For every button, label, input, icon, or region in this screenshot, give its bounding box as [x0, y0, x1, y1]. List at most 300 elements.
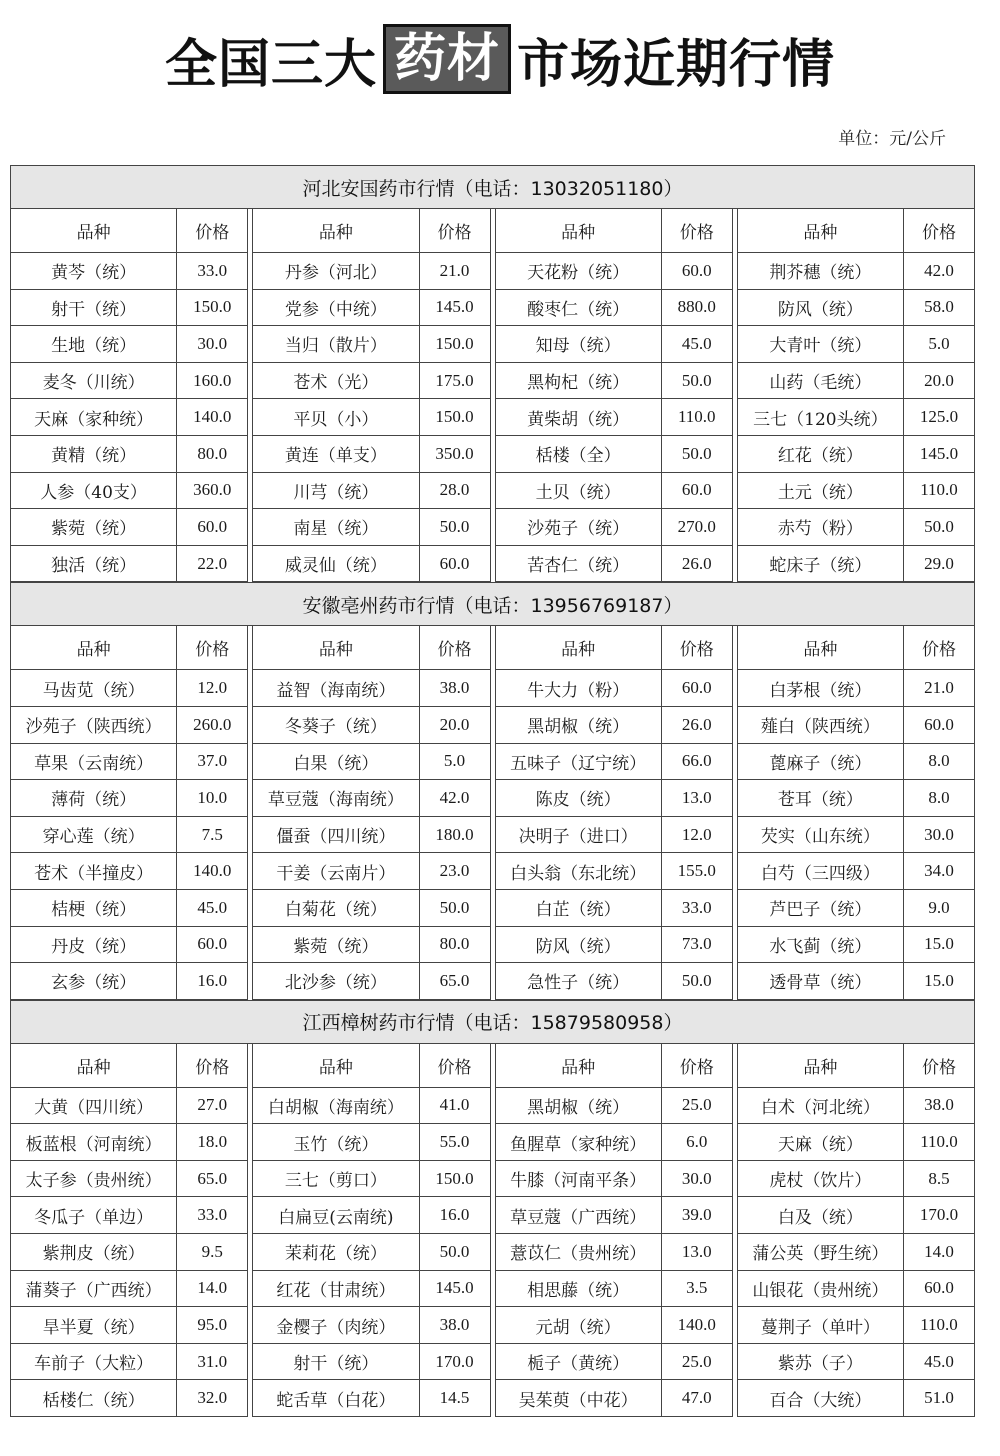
table-row	[738, 1088, 974, 1125]
sub-table	[10, 1044, 248, 1417]
table-row	[738, 817, 974, 854]
herb-name: 射干（统）	[253, 1344, 419, 1380]
herb-name: 黄精（统）	[11, 436, 177, 472]
table-row	[253, 817, 489, 854]
table-row	[11, 890, 247, 927]
herb-name: 蛇舌草（白花）	[253, 1380, 419, 1416]
herb-name: 太子参（贵州统）	[11, 1161, 177, 1197]
sub-table	[252, 209, 490, 582]
table-row	[496, 326, 732, 363]
herb-name: 北沙参（统）	[253, 963, 419, 999]
table-row	[496, 853, 732, 890]
herb-name: 白芷（统）	[496, 890, 662, 926]
table-row	[496, 670, 732, 707]
herb-name: 山药（毛统）	[738, 363, 904, 399]
herb-name: 黄芩（统）	[11, 253, 177, 289]
herb-price: 150.0	[193, 297, 232, 317]
market-section	[10, 1000, 975, 1417]
herb-price: 33.0	[681, 897, 712, 917]
sub-table	[737, 1044, 975, 1417]
table-row	[738, 670, 974, 707]
table-row	[496, 399, 732, 436]
table-row	[253, 890, 489, 927]
herb-price: 80.0	[197, 443, 228, 463]
table-row	[738, 744, 974, 781]
herb-name: 土贝（统）	[496, 473, 662, 509]
herb-name: 相思藤（统）	[496, 1271, 662, 1307]
herb-price: 14.5	[439, 1388, 470, 1408]
section-title: 河北安国药市行情（电话：13032051180）	[10, 165, 975, 209]
header-name: 品种	[253, 1044, 419, 1087]
table-row	[11, 963, 247, 1000]
herb-name: 川芎（统）	[253, 473, 419, 509]
table-row	[738, 436, 974, 473]
herb-name: 黄柴胡（统）	[496, 399, 662, 435]
table-row	[11, 670, 247, 707]
herb-name: 急性子（统）	[496, 963, 662, 999]
herb-price: 140.0	[193, 407, 232, 427]
herb-price: 37.0	[197, 751, 228, 771]
herb-price: 260.0	[193, 714, 232, 734]
herb-price: 38.0	[924, 1095, 954, 1115]
herb-price: 60.0	[681, 678, 712, 698]
herb-price: 60.0	[439, 553, 470, 573]
table-row	[738, 473, 974, 510]
herb-price: 33.0	[197, 1205, 228, 1225]
header-price: 价格	[195, 1057, 230, 1078]
sub-table	[10, 209, 248, 582]
herb-price: 33.0	[197, 260, 228, 280]
herb-price: 65.0	[197, 1168, 228, 1188]
table-row	[738, 853, 974, 890]
herb-price: 5.0	[443, 751, 466, 771]
herb-price: 60.0	[197, 516, 228, 536]
header-row	[496, 626, 732, 670]
herb-price: 50.0	[681, 370, 712, 390]
herb-price: 50.0	[439, 1241, 470, 1261]
table-row	[738, 546, 974, 583]
header-price: 价格	[679, 1057, 714, 1078]
herb-price: 14.0	[197, 1278, 228, 1298]
herb-name: 板蓝根（河南统）	[11, 1124, 177, 1160]
herb-price: 42.0	[439, 787, 470, 807]
herb-name: 白芍（三四级）	[738, 853, 904, 889]
herb-price: 9.0	[928, 897, 950, 917]
herb-price: 45.0	[924, 1351, 954, 1371]
header-name: 品种	[738, 626, 904, 669]
header-name: 品种	[11, 626, 177, 669]
table-row	[11, 509, 247, 546]
table-row	[11, 853, 247, 890]
herb-price: 160.0	[193, 370, 232, 390]
table-row	[738, 1161, 974, 1198]
herb-price: 26.0	[681, 714, 712, 734]
herb-name: 红花（甘肃统）	[253, 1271, 419, 1307]
table-row	[496, 1234, 732, 1271]
table-row	[11, 1344, 247, 1381]
herb-price: 28.0	[439, 480, 470, 500]
herb-price: 12.0	[681, 824, 712, 844]
table-row	[253, 436, 489, 473]
herb-name: 马齿苋（统）	[11, 670, 177, 706]
herb-price: 50.0	[924, 516, 954, 536]
header-name: 品种	[11, 209, 177, 252]
herb-name: 白头翁（东北统）	[496, 853, 662, 889]
table-row	[496, 707, 732, 744]
herb-price: 125.0	[919, 407, 959, 427]
header-price: 价格	[922, 640, 956, 661]
sub-table	[495, 1044, 733, 1417]
herb-name: 大青叶（统）	[738, 326, 904, 362]
herb-price: 22.0	[197, 553, 228, 573]
herb-name: 玉竹（统）	[253, 1124, 419, 1160]
herb-price: 80.0	[439, 934, 470, 954]
herb-name: 草豆蔻（广西统）	[496, 1197, 662, 1233]
header-name: 品种	[738, 209, 904, 252]
herb-price: 140.0	[193, 861, 232, 881]
herb-name: 白扁豆(云南统)	[253, 1197, 419, 1233]
herb-price: 45.0	[681, 333, 712, 353]
table-row	[738, 1307, 974, 1344]
herb-name: 紫荆皮（统）	[11, 1234, 177, 1270]
herb-price: 7.5	[201, 824, 223, 844]
herb-price: 110.0	[920, 480, 958, 500]
header-price: 价格	[922, 1057, 956, 1078]
table-row	[496, 1161, 732, 1198]
herb-name: 人参（40支）	[11, 473, 177, 509]
table-row	[253, 1380, 489, 1417]
herb-price: 65.0	[439, 970, 470, 990]
table-row	[496, 963, 732, 1000]
sub-table	[495, 209, 733, 582]
header-name: 品种	[496, 1044, 662, 1087]
herb-price: 350.0	[435, 443, 474, 463]
header-row	[253, 626, 489, 670]
herb-name: 金樱子（肉统）	[253, 1307, 419, 1343]
herb-name: 紫菀（统）	[253, 927, 419, 963]
herb-name: 芡实（山东统）	[738, 817, 904, 853]
herb-price: 60.0	[681, 480, 712, 500]
herb-price: 14.0	[924, 1241, 954, 1261]
header-name: 品种	[496, 209, 662, 252]
herb-price: 16.0	[197, 970, 228, 990]
sub-table	[737, 209, 975, 582]
herb-price: 41.0	[439, 1095, 470, 1115]
herb-name: 茉莉花（统）	[253, 1234, 419, 1270]
herb-name: 土元（统）	[738, 473, 904, 509]
herb-price: 42.0	[924, 260, 954, 280]
header-row	[738, 1044, 974, 1088]
herb-price: 170.0	[919, 1205, 959, 1225]
table-row	[11, 707, 247, 744]
title-prefix: 全国三大	[164, 34, 377, 95]
herb-price: 30.0	[681, 1168, 712, 1188]
herb-name: 百合（大统）	[738, 1380, 904, 1416]
herb-name: 赤芍（粉）	[738, 509, 904, 545]
unit-note: 单位：元/公斤	[838, 129, 946, 149]
market-section	[10, 165, 975, 582]
table-row	[11, 363, 247, 400]
herb-price: 21.0	[924, 678, 954, 698]
table-row	[738, 399, 974, 436]
herb-name: 白胡椒（海南统）	[253, 1088, 419, 1124]
section-title: 安徽亳州药市行情（电话：13956769187）	[10, 582, 975, 626]
table-row	[253, 853, 489, 890]
herb-name: 栀子（黄统）	[496, 1344, 662, 1380]
herb-price: 39.0	[681, 1205, 712, 1225]
herb-name: 草果（云南统）	[11, 744, 177, 780]
price-grid	[10, 209, 975, 582]
table-row	[11, 780, 247, 817]
table-row	[496, 1124, 732, 1161]
header-name: 品种	[11, 1044, 177, 1087]
herb-name: 白茅根（统）	[738, 670, 904, 706]
table-row	[738, 963, 974, 1000]
herb-name: 车前子（大粒）	[11, 1344, 177, 1380]
herb-price: 26.0	[681, 553, 712, 573]
herb-name: 决明子（进口）	[496, 817, 662, 853]
herb-name: 苍耳（统）	[738, 780, 904, 816]
price-grid	[10, 626, 975, 999]
herb-price: 9.5	[201, 1241, 223, 1261]
herb-name: 透骨草（统）	[738, 963, 904, 999]
herb-price: 66.0	[681, 751, 712, 771]
table-row	[253, 1161, 489, 1198]
herb-price: 95.0	[197, 1315, 228, 1335]
table-row	[738, 1344, 974, 1381]
herb-name: 桔梗（统）	[11, 890, 177, 926]
herb-name: 生地（统）	[11, 326, 177, 362]
herb-price: 110.0	[677, 407, 716, 427]
table-row	[496, 509, 732, 546]
table-row	[738, 290, 974, 327]
header-name: 品种	[253, 626, 419, 669]
herb-price: 270.0	[677, 516, 716, 536]
table-row	[11, 1307, 247, 1344]
herb-name: 白及（统）	[738, 1197, 904, 1233]
herb-price: 3.5	[686, 1278, 708, 1298]
header-row	[253, 209, 489, 253]
header-row	[496, 209, 732, 253]
herb-name: 虎杖（饮片）	[738, 1161, 904, 1197]
herb-price: 58.0	[924, 297, 954, 317]
table-row	[496, 1307, 732, 1344]
herb-name: 蒲公英（野生统）	[738, 1234, 904, 1270]
table-row	[738, 363, 974, 400]
herb-price: 8.5	[928, 1168, 950, 1188]
herb-price: 13.0	[681, 787, 712, 807]
table-row	[11, 253, 247, 290]
herb-name: 黑胡椒（统）	[496, 707, 662, 743]
herb-name: 天花粉（统）	[496, 253, 662, 289]
herb-name: 蛇床子（统）	[738, 546, 904, 582]
table-row	[496, 780, 732, 817]
header-name: 品种	[496, 626, 662, 669]
table-row	[738, 1271, 974, 1308]
table-row	[496, 1197, 732, 1234]
herb-name: 元胡（统）	[496, 1307, 662, 1343]
herb-name: 酸枣仁（统）	[496, 290, 662, 326]
herb-name: 沙苑子（统）	[496, 509, 662, 545]
herb-price: 155.0	[677, 861, 716, 881]
herb-name: 僵蚕（四川统）	[253, 817, 419, 853]
herb-name: 白果（统）	[253, 744, 419, 780]
herb-name: 蓖麻子（统）	[738, 744, 904, 780]
herb-price: 18.0	[197, 1132, 228, 1152]
table-row	[253, 1271, 489, 1308]
header-name: 品种	[253, 209, 419, 252]
table-row	[253, 963, 489, 1000]
herb-name: 鱼腥草（家种统）	[496, 1124, 662, 1160]
herb-name: 紫苏（子）	[738, 1344, 904, 1380]
herb-price: 110.0	[920, 1315, 958, 1335]
herb-price: 8.0	[928, 751, 950, 771]
table-row	[253, 1234, 489, 1271]
table-row	[253, 670, 489, 707]
header-price: 价格	[437, 1057, 472, 1078]
herb-name: 沙苑子（陕西统）	[11, 707, 177, 743]
header-row	[11, 626, 247, 670]
header-row	[738, 209, 974, 253]
herb-name: 薤白（陕西统）	[738, 707, 904, 743]
herb-price: 25.0	[681, 1095, 712, 1115]
herb-name: 威灵仙（统）	[253, 546, 419, 582]
herb-name: 冬葵子（统）	[253, 707, 419, 743]
herb-name: 知母（统）	[496, 326, 662, 362]
table-row	[11, 1197, 247, 1234]
price-grid	[10, 1044, 975, 1417]
table-row	[253, 1124, 489, 1161]
table-row	[738, 509, 974, 546]
table-row	[496, 473, 732, 510]
table-row	[496, 436, 732, 473]
herb-name: 苍术（光）	[253, 363, 419, 399]
herb-price: 8.0	[928, 787, 950, 807]
table-row	[253, 1088, 489, 1125]
header-price: 价格	[437, 223, 472, 243]
herb-price: 50.0	[681, 443, 712, 463]
table-row	[11, 546, 247, 583]
table-row	[253, 707, 489, 744]
herb-price: 360.0	[193, 480, 232, 500]
header-price: 价格	[437, 640, 472, 661]
sub-table	[10, 626, 248, 999]
herb-price: 31.0	[197, 1351, 228, 1371]
herb-name: 丹皮（统）	[11, 927, 177, 963]
table-row	[496, 290, 732, 327]
table-row	[253, 1307, 489, 1344]
herb-price: 30.0	[197, 333, 228, 353]
header-price: 价格	[679, 223, 714, 243]
herb-price: 38.0	[439, 678, 470, 698]
herb-name: 三七（120头统）	[738, 399, 904, 435]
herb-name: 防风（统）	[496, 927, 662, 963]
herb-price: 15.0	[924, 934, 954, 954]
table-row	[253, 290, 489, 327]
herb-name: 牛大力（粉）	[496, 670, 662, 706]
table-row	[496, 546, 732, 583]
table-row	[496, 1344, 732, 1381]
table-row	[11, 1088, 247, 1125]
herb-name: 麦冬（川统）	[11, 363, 177, 399]
herb-price: 38.0	[439, 1315, 470, 1335]
table-row	[738, 1197, 974, 1234]
herb-name: 栝楼（全）	[496, 436, 662, 472]
herb-name: 紫菀（统）	[11, 509, 177, 545]
sub-table	[737, 626, 975, 999]
herb-price: 21.0	[439, 260, 470, 280]
herb-name: 草豆蔻（海南统）	[253, 780, 419, 816]
herb-price: 60.0	[924, 1278, 954, 1298]
table-row	[11, 1234, 247, 1271]
table-row	[253, 927, 489, 964]
table-row	[496, 363, 732, 400]
table-row	[11, 290, 247, 327]
header-price: 价格	[195, 223, 230, 243]
herb-name: 射干（统）	[11, 290, 177, 326]
table-row	[11, 744, 247, 781]
herb-name: 玄参（统）	[11, 963, 177, 999]
herb-name: 三七（剪口）	[253, 1161, 419, 1197]
herb-name: 白术（河北统）	[738, 1088, 904, 1124]
header-row	[11, 1044, 247, 1088]
herb-name: 苦杏仁（统）	[496, 546, 662, 582]
header-name: 品种	[738, 1044, 904, 1087]
herb-name: 陈皮（统）	[496, 780, 662, 816]
herb-price: 170.0	[435, 1351, 474, 1371]
herb-name: 丹参（河北）	[253, 253, 419, 289]
herb-price: 30.0	[924, 824, 954, 844]
table-row	[11, 927, 247, 964]
table-row	[496, 927, 732, 964]
table-row	[11, 473, 247, 510]
table-row	[496, 817, 732, 854]
table-row	[738, 707, 974, 744]
herb-name: 蒲葵子（广西统）	[11, 1271, 177, 1307]
header-row	[253, 1044, 489, 1088]
herb-price: 150.0	[435, 333, 474, 353]
section-title: 江西樟树药市行情（电话：15879580958）	[10, 1000, 975, 1044]
herb-name: 五味子（辽宁统）	[496, 744, 662, 780]
herb-price: 150.0	[435, 1168, 474, 1188]
table-row	[11, 1161, 247, 1198]
sub-table	[252, 1044, 490, 1417]
table-row	[496, 744, 732, 781]
herb-price: 50.0	[439, 516, 470, 536]
herb-price: 60.0	[681, 260, 712, 280]
herb-name: 防风（统）	[738, 290, 904, 326]
herb-name: 白菊花（统）	[253, 890, 419, 926]
table-row	[496, 1271, 732, 1308]
herb-price: 34.0	[924, 861, 954, 881]
herb-name: 冬瓜子（单边）	[11, 1197, 177, 1233]
herb-price: 32.0	[197, 1388, 228, 1408]
herb-price: 175.0	[435, 370, 474, 390]
table-row	[253, 363, 489, 400]
table-row	[11, 1124, 247, 1161]
header-row	[11, 209, 247, 253]
header-price: 价格	[922, 223, 956, 243]
herb-name: 薄荷（统）	[11, 780, 177, 816]
table-row	[11, 1271, 247, 1308]
herb-name: 当归（散片）	[253, 326, 419, 362]
sub-table	[252, 626, 490, 999]
herb-price: 60.0	[924, 714, 954, 734]
market-tables	[10, 165, 975, 1417]
table-row	[253, 253, 489, 290]
table-row	[496, 890, 732, 927]
herb-price: 16.0	[439, 1205, 470, 1225]
